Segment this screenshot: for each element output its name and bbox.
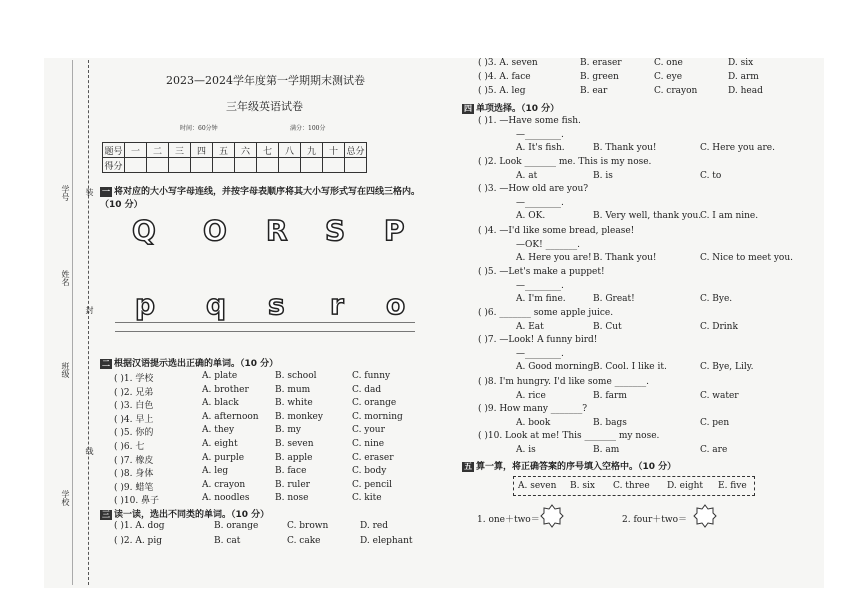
- option-b[interactable]: B. farm: [593, 390, 627, 401]
- option-c[interactable]: C. body: [352, 466, 387, 477]
- score-cell: 七: [257, 143, 279, 158]
- uppercase-letter: S: [325, 214, 346, 247]
- question-stem: ( )8. I'm hungry. I'd like some _______.: [478, 377, 649, 387]
- score-table-header-row: [103, 143, 367, 158]
- option-b[interactable]: B. orange: [214, 521, 259, 531]
- score-cell[interactable]: [147, 158, 169, 173]
- lowercase-letter: q: [206, 288, 227, 321]
- option-a[interactable]: A. I'm fine.: [516, 294, 566, 304]
- question-response-line: —________.: [516, 129, 564, 140]
- section-number-badge: 五: [464, 461, 472, 471]
- option-b[interactable]: B. school: [275, 371, 317, 381]
- score-cell[interactable]: [345, 158, 367, 173]
- option-c[interactable]: C. Nice to meet you.: [700, 253, 793, 263]
- question-stem: ( )1. A. dog: [114, 521, 165, 531]
- side-label-name: 姓名: [61, 270, 70, 286]
- question-stem: ( )9. 蜡笔: [114, 482, 154, 493]
- option-a[interactable]: A. purple: [202, 452, 245, 463]
- score-cell: 六: [235, 143, 257, 158]
- section-2-heading: [100, 356, 278, 369]
- option-b[interactable]: B. mum: [275, 384, 311, 395]
- score-cell[interactable]: [235, 158, 257, 173]
- option-c[interactable]: C. are: [700, 444, 728, 455]
- section-number-badge: 二: [102, 358, 110, 368]
- answer-star-shape-icon[interactable]: [693, 504, 717, 528]
- option-c[interactable]: C. nine: [352, 439, 385, 449]
- option-b[interactable]: B. nose: [275, 493, 309, 504]
- score-cell: 四: [191, 143, 213, 158]
- section-5-instruction: 算一算，将正确答案的序号填入空格中。（10 分）: [476, 462, 677, 472]
- uppercase-letter: O: [203, 214, 227, 247]
- option-b[interactable]: B. Cool. I like it.: [593, 362, 667, 372]
- option-b[interactable]: B. green: [580, 72, 619, 83]
- exam-full-score: 满分：100分: [290, 125, 326, 132]
- section-1-instruction: 将对应的大小写字母连线，并按字母表顺序将其大小写形式写在四线三格内。（10 分）: [100, 187, 421, 210]
- score-cell: 八: [279, 143, 301, 158]
- question-stem: ( )3. 白色: [114, 401, 154, 412]
- option-d[interactable]: D. six: [728, 58, 754, 68]
- answer-option: D. eight: [667, 481, 703, 491]
- option-b[interactable]: B. face: [275, 466, 307, 477]
- option-a[interactable]: A. book: [516, 417, 551, 428]
- option-d[interactable]: D. head: [728, 86, 763, 97]
- option-a[interactable]: A. afternoon: [202, 411, 259, 422]
- answer-option: C. three: [613, 481, 650, 491]
- option-c[interactable]: C. Drink: [700, 321, 738, 332]
- option-b[interactable]: B. Cut: [593, 321, 622, 332]
- option-c[interactable]: C. Bye, Lily.: [700, 362, 754, 372]
- option-b[interactable]: B. Thank you!: [593, 143, 657, 153]
- option-a[interactable]: A. crayon: [202, 479, 246, 490]
- option-b[interactable]: B. seven: [275, 439, 314, 449]
- side-label-student-id: 学号: [61, 185, 70, 201]
- binding-margin-line: [72, 60, 73, 585]
- option-a[interactable]: A. OK.: [516, 211, 546, 221]
- score-cell: 题号: [103, 143, 125, 158]
- score-cell[interactable]: [125, 158, 147, 173]
- lowercase-letter: r: [330, 288, 344, 321]
- option-b[interactable]: B. Thank you!: [593, 253, 657, 263]
- question-stem: ( )5. 你的: [114, 428, 154, 439]
- question-stem: ( )6. _______ some apple juice.: [478, 308, 614, 318]
- score-cell[interactable]: [279, 158, 301, 173]
- score-cell[interactable]: [213, 158, 235, 173]
- option-b[interactable]: B. am: [593, 444, 620, 455]
- option-c[interactable]: C. I am nine.: [700, 211, 759, 221]
- question-stem: ( )4. A. face: [478, 72, 531, 83]
- option-c[interactable]: C. funny: [352, 371, 391, 381]
- side-mark-zhuang: 装: [85, 188, 94, 196]
- score-cell[interactable]: [301, 158, 323, 173]
- option-b[interactable]: B. monkey: [275, 411, 323, 422]
- option-d[interactable]: D. red: [360, 521, 389, 531]
- score-table: [102, 142, 367, 173]
- option-c[interactable]: C. one: [654, 58, 683, 68]
- lowercase-letter: s: [268, 288, 285, 321]
- side-label-school: 学校: [61, 490, 70, 506]
- answer-star-shape-icon[interactable]: [540, 504, 564, 528]
- option-c[interactable]: C. to: [700, 170, 722, 181]
- question-stem: ( )2. Look _______ me. This is my nose.: [478, 157, 652, 167]
- uppercase-letter: Q: [132, 214, 156, 247]
- option-a[interactable]: A. plate: [202, 371, 238, 381]
- exam-title: 2023—2024学年度第一学期期末测试卷: [166, 74, 365, 87]
- option-b[interactable]: B. ruler: [275, 479, 310, 490]
- exam-time: 时间：60分钟: [180, 125, 218, 132]
- option-a[interactable]: A. black: [202, 398, 239, 409]
- option-a[interactable]: A. rice: [516, 390, 546, 401]
- option-c[interactable]: C. eye: [654, 72, 683, 83]
- option-c[interactable]: C. water: [700, 390, 739, 401]
- option-c[interactable]: C. brown: [287, 521, 329, 531]
- option-c[interactable]: C. pencil: [352, 479, 392, 490]
- answer-option: B. six: [570, 481, 595, 491]
- option-b[interactable]: B. white: [275, 398, 313, 409]
- option-c[interactable]: C. kite: [352, 493, 382, 504]
- option-b[interactable]: B. Very well, thank you.: [593, 211, 702, 221]
- option-a[interactable]: A. leg: [202, 466, 229, 477]
- side-mark-xian: 线: [85, 447, 94, 455]
- option-d[interactable]: D. arm: [728, 72, 759, 83]
- question-stem: ( )3. —How old are you?: [478, 184, 589, 194]
- option-a[interactable]: A. they: [202, 425, 235, 436]
- option-c[interactable]: C. Here you are.: [700, 143, 775, 153]
- question-stem: ( )5. —Let's make a puppet!: [478, 267, 605, 277]
- question-stem: ( )2. A. pig: [114, 535, 162, 546]
- option-b[interactable]: B. Great!: [593, 294, 635, 304]
- section-4-instruction: 单项选择。（10 分）: [476, 104, 560, 114]
- option-c[interactable]: C. Bye.: [700, 294, 733, 304]
- question-stem: ( )7. 橡皮: [114, 455, 154, 466]
- section-3-heading: [100, 507, 269, 520]
- question-stem: ( )5. A. leg: [478, 86, 526, 97]
- exam-subtitle: 三年级英语试卷: [226, 100, 303, 113]
- uppercase-letter: R: [266, 214, 288, 247]
- question-stem: ( )1. 学校: [114, 374, 154, 384]
- question-stem: ( )7. —Look! A funny bird!: [478, 335, 598, 345]
- option-c[interactable]: C. pen: [700, 417, 730, 428]
- option-a[interactable]: A. eight: [202, 439, 238, 449]
- score-cell: 三: [169, 143, 191, 158]
- answer-option: A. seven: [518, 481, 557, 491]
- option-b[interactable]: B. eraser: [580, 58, 622, 68]
- score-cell: 九: [301, 143, 323, 158]
- option-b[interactable]: B. ear: [580, 86, 608, 97]
- score-cell: 五: [213, 143, 235, 158]
- four-line-writing-grid[interactable]: [115, 322, 415, 332]
- section-4-heading: [462, 101, 559, 114]
- score-cell: 总分: [345, 143, 367, 158]
- option-a[interactable]: A. is: [516, 444, 536, 455]
- section-5-heading: [462, 459, 676, 472]
- question-stem: ( )4. —I'd like some bread, please!: [478, 226, 635, 236]
- lowercase-letter: p: [135, 288, 156, 321]
- math-question-1: 1. one＋two＝: [477, 515, 540, 525]
- option-c[interactable]: C. orange: [352, 398, 397, 409]
- option-a[interactable]: A. at: [516, 170, 538, 181]
- side-label-class: 班级: [61, 362, 70, 378]
- question-response-line: —________.: [516, 280, 564, 291]
- option-c[interactable]: C. eraser: [352, 452, 394, 463]
- question-stem: ( )2. 兄弟: [114, 387, 154, 398]
- option-a[interactable]: A. Eat: [516, 321, 544, 332]
- section-2-instruction: 根据汉语提示选出正确的单词。（10 分）: [114, 359, 279, 369]
- question-stem: ( )3. A. seven: [478, 58, 538, 68]
- section-number-badge: 一: [102, 186, 110, 196]
- score-cell: 二: [147, 143, 169, 158]
- score-cell: 一: [125, 143, 147, 158]
- question-response-line: —________.: [516, 197, 564, 208]
- score-cell[interactable]: [323, 158, 345, 173]
- option-a[interactable]: A. It's fish.: [516, 143, 565, 153]
- question-response-line: —________.: [516, 348, 564, 359]
- option-c[interactable]: C. morning: [352, 411, 403, 422]
- option-b[interactable]: B. my: [275, 425, 301, 436]
- option-a[interactable]: A. Here you are!: [516, 253, 592, 263]
- score-table-score-row: [103, 158, 367, 173]
- math-question-2: 2. four＋two＝: [622, 515, 688, 525]
- option-b[interactable]: B. bags: [593, 417, 627, 428]
- section-3-instruction: 读一读，选出不同类的单词。（10 分）: [114, 510, 270, 520]
- option-a[interactable]: A. noodles: [202, 493, 250, 504]
- answer-option: E. five: [718, 481, 747, 491]
- option-c[interactable]: C. crayon: [654, 86, 698, 97]
- question-stem: ( )10. Look at me! This _______ my nose.: [478, 431, 660, 441]
- option-a[interactable]: A. Good morning.: [516, 362, 597, 372]
- question-stem: ( )9. How many _______?: [478, 404, 588, 414]
- option-d[interactable]: D. elephant: [360, 535, 413, 546]
- uppercase-letter: P: [384, 214, 405, 247]
- option-c[interactable]: C. cake: [287, 535, 321, 546]
- score-cell: 十: [323, 143, 345, 158]
- option-b[interactable]: B. is: [593, 170, 613, 181]
- option-b[interactable]: B. cat: [214, 535, 241, 546]
- question-stem: ( )4. 早上: [114, 414, 154, 425]
- binding-dashed-line: [88, 60, 89, 585]
- question-stem: ( )6. 七: [114, 442, 145, 452]
- section-number-badge: 四: [464, 103, 472, 113]
- option-a[interactable]: A. brother: [202, 384, 249, 395]
- option-b[interactable]: B. apple: [275, 452, 313, 463]
- section-1-heading: [100, 186, 430, 212]
- section-number-badge: 三: [102, 509, 110, 519]
- score-cell[interactable]: [169, 158, 191, 173]
- score-cell[interactable]: [257, 158, 279, 173]
- side-mark-feng: 封: [85, 306, 94, 314]
- question-response-line: —OK! _______.: [516, 239, 580, 250]
- question-stem: ( )1. —Have some fish.: [478, 116, 581, 126]
- option-c[interactable]: C. your: [352, 425, 385, 436]
- option-c[interactable]: C. dad: [352, 384, 382, 395]
- score-cell: 得分: [103, 158, 125, 173]
- question-stem: ( )8. 身体: [114, 469, 154, 480]
- lowercase-letter: o: [386, 288, 406, 321]
- question-stem: ( )10. 鼻子: [114, 496, 160, 507]
- score-cell[interactable]: [191, 158, 213, 173]
